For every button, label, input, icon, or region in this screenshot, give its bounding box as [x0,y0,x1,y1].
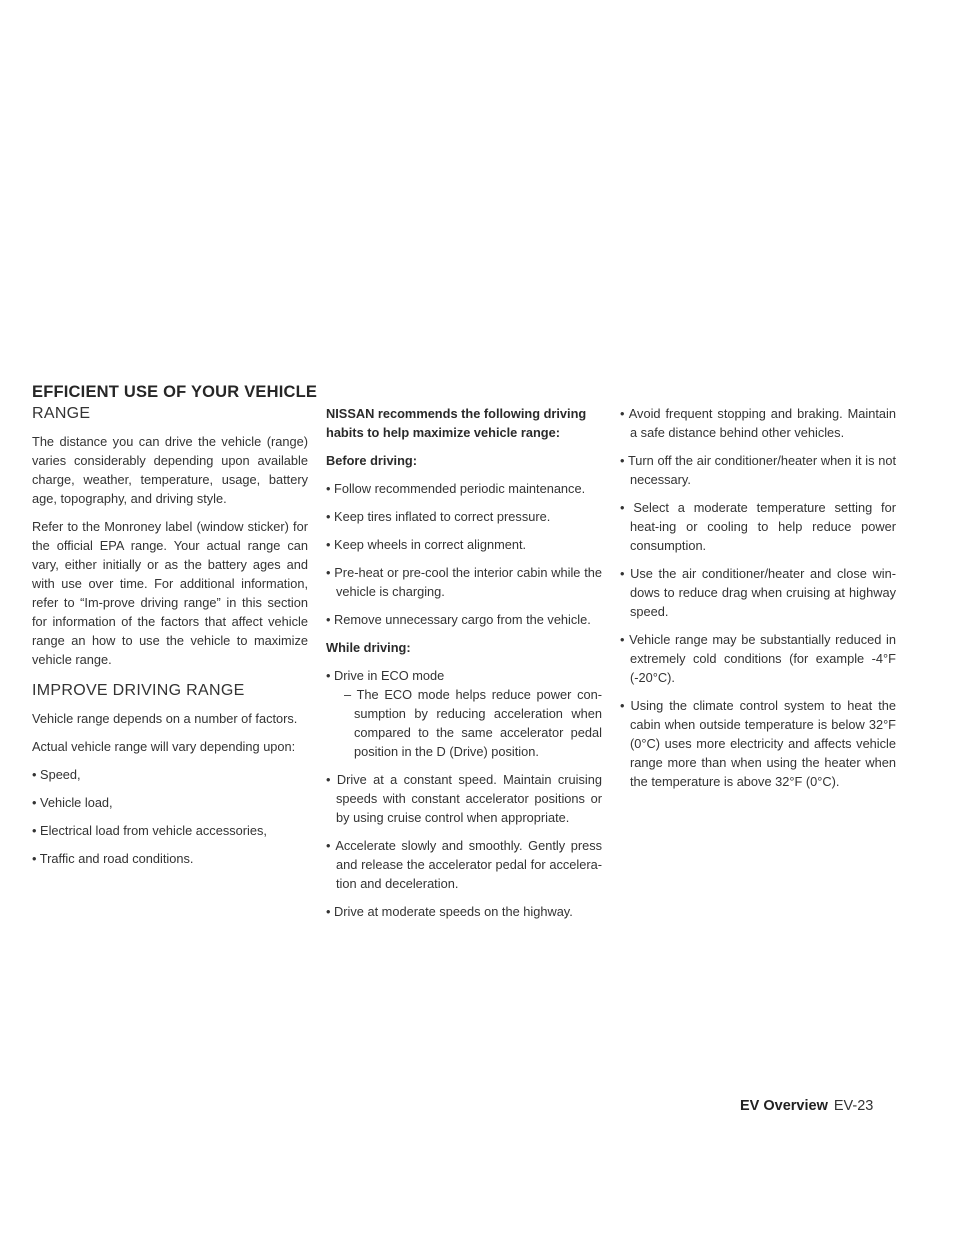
list-item: • Turn off the air conditioner/heater when it is not necessary. [620,453,896,487]
list-item: • Traffic and road conditions. [32,851,194,866]
before-driving-heading: Before driving: [326,453,418,468]
list-item: • Use the air conditioner/heater and close win-dows to reduce drag when cruising at highway speed. [620,566,896,619]
page-footer [740,1098,873,1114]
page-number: EV-23 [833,1098,874,1114]
list-item: • Speed, [32,767,81,782]
section-title: EFFICIENT USE OF YOUR VEHICLE [32,383,318,401]
range-heading: RANGE [32,405,91,422]
column-1 [32,404,308,877]
list-item: • Remove unnecessary cargo from the vehicle. [326,612,591,627]
recommendation-intro: NISSAN recommends the following driving habits to help maximize vehicle range: [326,406,587,440]
list-item: • Vehicle range may be substantially reduced in extremely cold conditions (for example -4°F (-20°C). [620,632,896,685]
improve-paragraph-2: Actual vehicle range will vary depending upon: [32,739,296,754]
list-item: • Using the climate control system to heat the cabin when outside temperature is below 32°F (0°C) uses more electricity and affects vehicle range more than when using the heater when the temperature is above 32°F (0°C). [620,698,896,789]
range-paragraph-2: Refer to the Monroney label (window sticker) for the official EPA range. Your actual range can vary, either initially or as the battery ages and with use over time. For additional information, refer to “Im-prove driving range” in this section for information of the factors that affect vehicle range an how to use the vehicle to maximize vehicle range. [32,519,308,667]
eco-mode-subitem: – The ECO mode helps reduce power con-sumption by reducing acceleration when compared to the same accelerator pedal position in the D (Drive) position. [344,687,602,759]
improve-paragraph-1: Vehicle range depends on a number of factors. [32,711,298,726]
range-paragraph-1: The distance you can drive the vehicle (range) varies considerably depending upon available charge, weather, temperature, usage, battery age, topography, and driving style. [32,434,308,506]
list-item: • Keep wheels in correct alignment. [326,537,527,552]
list-item: • Follow recommended periodic maintenance. [326,481,586,496]
list-item: • Pre-heat or pre-cool the interior cabin while the vehicle is charging. [326,565,602,599]
list-item: • Select a moderate temperature setting for heat-ing or cooling to help reduce power consumption. [620,500,896,553]
list-item: • Avoid frequent stopping and braking. Maintain a safe distance behind other vehicles. [620,406,896,440]
list-item: • Vehicle load, [32,795,113,810]
column-2 [326,404,602,930]
list-item: • Drive at moderate speeds on the highway. [326,904,573,919]
footer-section-name: EV Overview [740,1098,828,1114]
eco-mode-item: • Drive in ECO mode [326,668,445,683]
while-driving-heading: While driving: [326,640,411,655]
column-3 [620,404,896,800]
list-item: • Drive at a constant speed. Maintain cruising speeds with constant accelerator positions or by using cruise control when appropriate. [326,772,602,825]
list-item: • Electrical load from vehicle accessories, [32,823,267,838]
improve-driving-range-heading: IMPROVE DRIVING RANGE [32,682,245,699]
list-item: • Keep tires inflated to correct pressure. [326,509,551,524]
list-item: • Accelerate slowly and smoothly. Gently press and release the accelerator pedal for accelera-tion and deceleration. [326,838,602,891]
